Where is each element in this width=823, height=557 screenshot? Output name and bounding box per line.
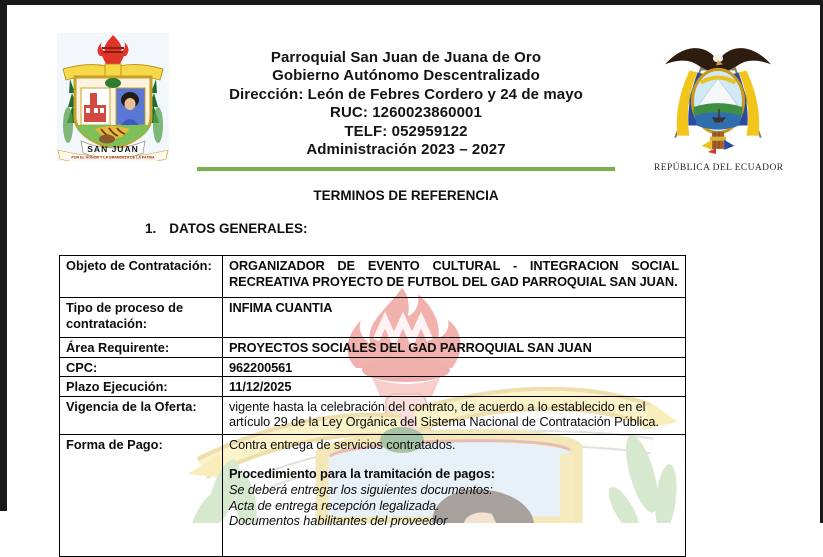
payment-doc-line: Acta de entrega recepción legalizada.	[229, 497, 440, 513]
table-row	[60, 377, 686, 397]
letterhead	[186, 49, 626, 159]
letterhead-line-1: Parroquial San Juan de Juana de Oro	[270, 49, 542, 66]
payment-doc-line: Documentos habilitantes del proveedor	[229, 513, 448, 529]
row-label: Plazo Ejecución:	[60, 377, 223, 397]
san-juan-coat-of-arms	[57, 33, 169, 161]
datos-generales-table	[59, 255, 686, 557]
document-title: TERMINOS DE REFERENCIA	[313, 188, 499, 203]
payment-procedure-heading: Procedimiento para la tramitación de pagos:	[229, 466, 495, 482]
row-label: Área Requirente:	[60, 338, 223, 358]
section-number: 1.	[145, 221, 157, 236]
table-row	[60, 338, 686, 358]
scan-border-top	[0, 0, 823, 5]
table-row	[60, 256, 686, 298]
payment-doc-line: Se deberá entregar los siguientes documentos:	[229, 481, 493, 497]
ecuador-coat-of-arms	[654, 44, 782, 154]
ecuador-emblem-block	[654, 44, 782, 173]
letterhead-line-2: Gobierno Autónomo Descentralizado	[272, 67, 540, 85]
row-label: Objeto de Contratación:	[60, 256, 223, 298]
green-divider-line	[197, 167, 615, 171]
row-value: ORGANIZADOR DE EVENTO CULTURAL - INTEGRACION SOCIAL RECREATIVA PROYECTO DE FUTBOL DEL GAD PARROQUIAL SAN JUAN.	[223, 256, 686, 298]
row-value: vigente hasta la celebración del contrato, de acuerdo a lo establecido en el artículo 29 de la Ley Orgánica del Sistema Nacional de Contratación Pública.	[223, 396, 686, 434]
row-label: CPC:	[60, 357, 223, 377]
san-juan-motto-text: POR EL HONOR Y LA GRANDEZA DE LA PATRIA	[71, 155, 155, 160]
section-heading	[145, 221, 308, 236]
letterhead-line-3: Dirección: León de Febres Cordero y 24 de mayo	[229, 85, 583, 103]
table-row	[60, 357, 686, 377]
table-row	[60, 396, 686, 434]
row-label: Tipo de proceso de contratación:	[60, 298, 223, 338]
letterhead-line-6: Administración 2023 – 2027	[306, 141, 506, 159]
letterhead-line-4: RUC: 1260023860001	[330, 104, 482, 122]
san-juan-banner-text: SAN JUAN	[87, 144, 139, 154]
payment-text: Contra entrega de servicios contratados.	[229, 436, 456, 452]
scan-border-left	[0, 0, 7, 511]
row-value: PROYECTOS SOCIALES DEL GAD PARROQUIAL SAN JUAN	[223, 338, 686, 358]
table-row	[60, 434, 686, 556]
row-label: Forma de Pago:	[60, 434, 223, 556]
section-title: DATOS GENERALES:	[169, 221, 308, 236]
letterhead-line-5: TELF: 052959122	[344, 122, 468, 140]
row-value: 962200561	[223, 357, 686, 377]
table-row	[60, 298, 686, 338]
row-value: INFIMA CUANTIA	[223, 298, 686, 338]
ecuador-emblem-caption: REPÚBLICA DEL ECUADOR	[654, 163, 784, 173]
row-value: 11/12/2025	[223, 377, 686, 397]
row-label: Vigencia de la Oferta:	[60, 396, 223, 434]
forma-de-pago-cell	[223, 434, 686, 556]
